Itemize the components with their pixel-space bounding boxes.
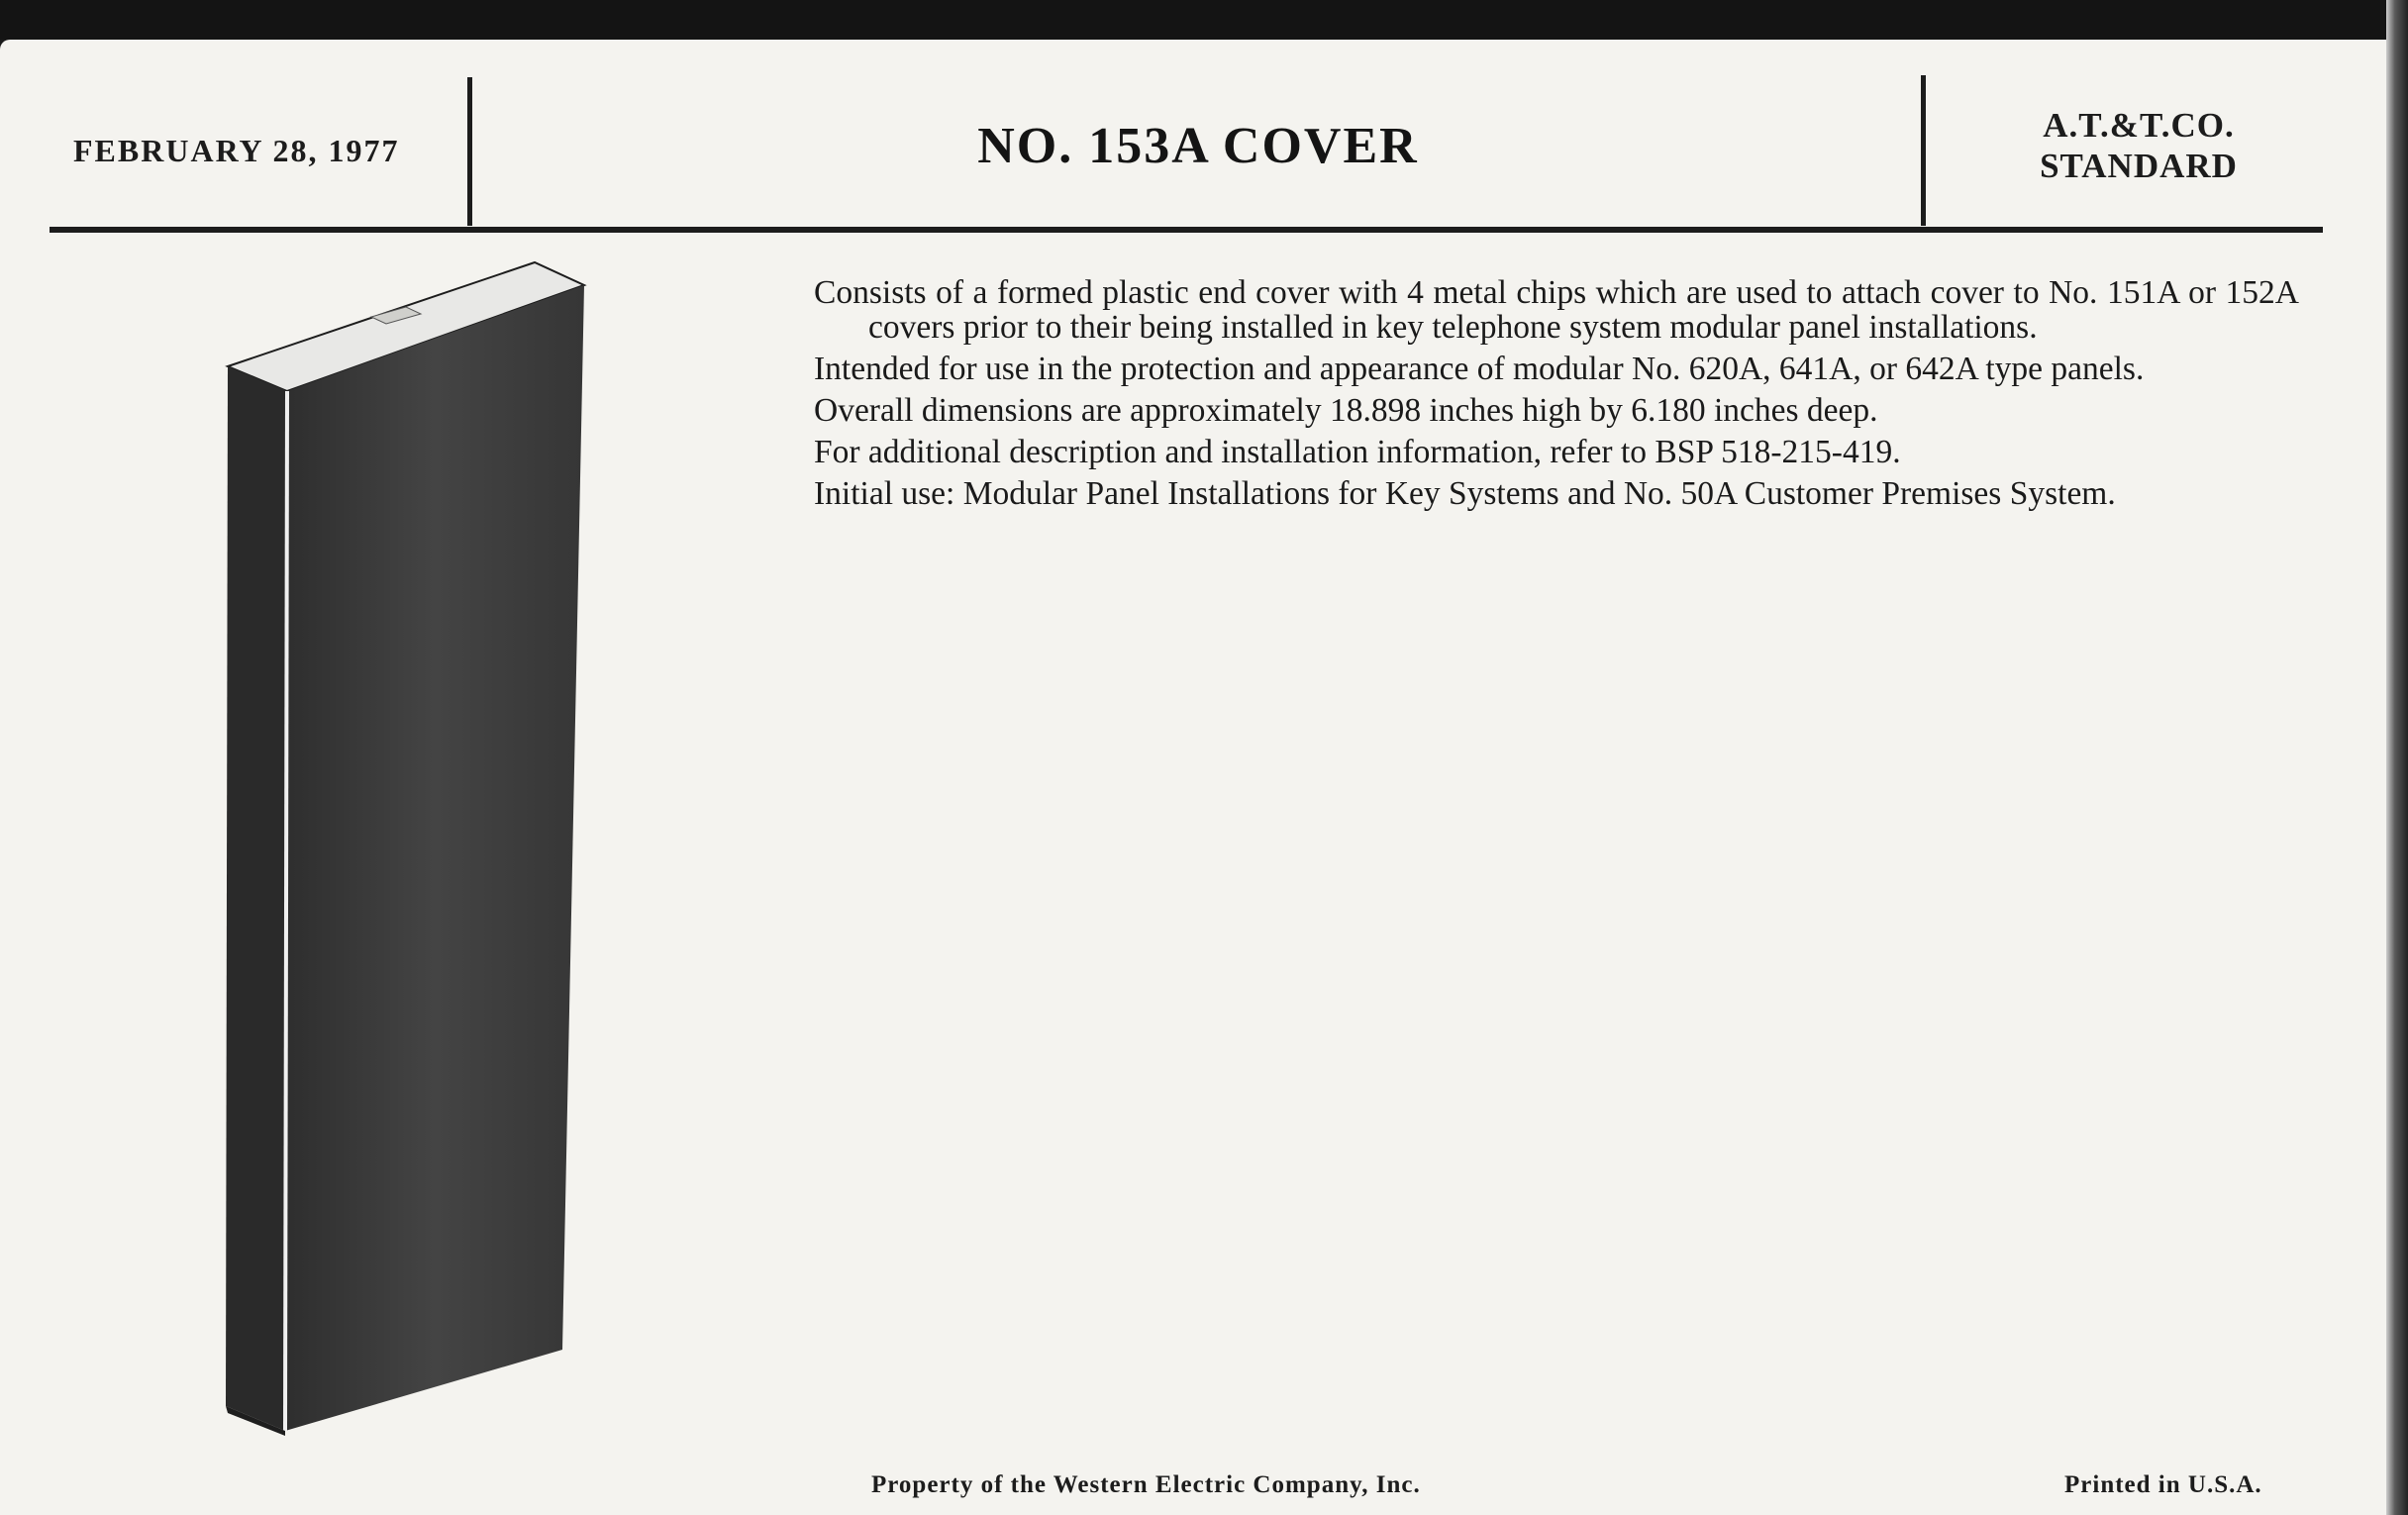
standard-label-line2: STANDARD xyxy=(2040,147,2238,185)
description-block xyxy=(814,275,2299,518)
property-notice: Property of the Western Electric Company, Inc. xyxy=(871,1471,1421,1498)
header-divider-left xyxy=(467,77,472,226)
description-paragraph: Intended for use in the protection and appearance of modular No. 620A, 641A, or 642A type panels. xyxy=(814,351,2145,387)
scan-right-border xyxy=(2386,0,2408,1515)
printed-notice: Printed in U.S.A. xyxy=(2064,1471,2262,1498)
panel-front-face xyxy=(285,285,584,1431)
description-paragraph: Initial use: Modular Panel Installations for Key Systems and No. 50A Customer Premises System. xyxy=(814,475,2116,512)
standard-label xyxy=(1931,105,2347,186)
page-title: NO. 153A COVER xyxy=(977,118,1419,174)
header-rule xyxy=(50,227,2323,233)
header-divider-right xyxy=(1921,75,1926,226)
cover-panel-illustration xyxy=(198,252,614,1441)
description-paragraph: Overall dimensions are approximately 18.898 inches high by 6.180 inches deep. xyxy=(814,392,1878,429)
description-paragraph: For additional description and installation information, refer to BSP 518-215-419. xyxy=(814,434,1901,470)
scan-top-border xyxy=(0,0,2408,40)
description-paragraph: Consists of a formed plastic end cover with 4 metal chips which are used to attach cover to No. 151A or 152A covers prior to their being installed in key telephone system modular panel installations. xyxy=(814,274,2299,346)
panel-left-edge xyxy=(226,366,287,1431)
panel-edge-highlight xyxy=(285,391,287,1431)
header-date: FEBRUARY 28, 1977 xyxy=(73,133,400,168)
standard-label-line1: A.T.&T.CO. xyxy=(2043,106,2235,145)
